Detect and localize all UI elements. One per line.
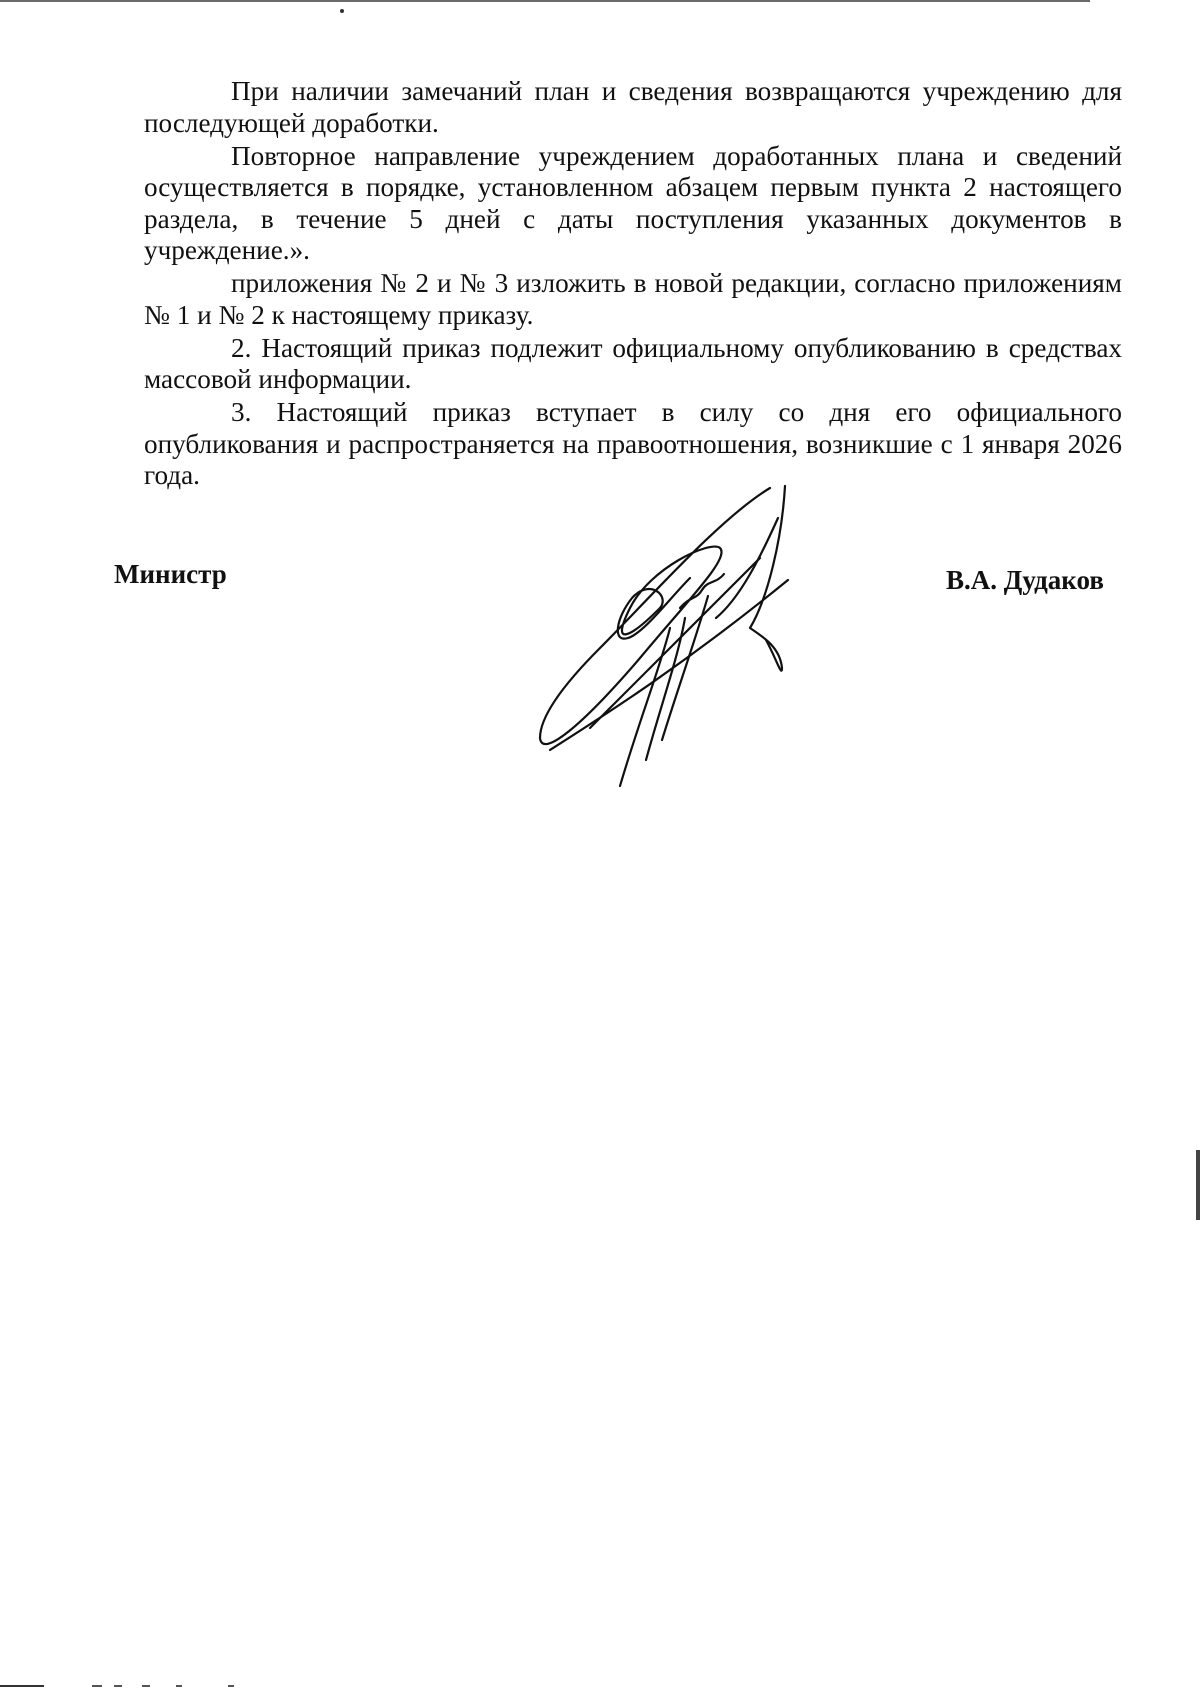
paragraph-resubmission: Повторное направление учреждением доработанных плана и сведений осуществляется в порядке, установленном абзацем первым пункта 2 настоящего раздела, в течение 5 дней с даты поступления указанных документов в учреждение.». (144, 140, 1122, 265)
scan-edge-mark (1196, 1150, 1200, 1220)
signature-strokes (540, 486, 788, 786)
paragraph-publication: 2. Настоящий приказ подлежит официальному опубликованию в средствах массовой информации. (144, 332, 1122, 394)
signatory-name: В.А. Дудаков (946, 565, 1104, 595)
scan-speck (340, 9, 344, 13)
scan-bottom-marks (0, 1684, 260, 1688)
paragraph-remarks: При наличии замечаний план и сведения возвращаются учреждению для последующей доработки. (144, 76, 1122, 138)
handwritten-signature (520, 478, 860, 798)
paragraph-effective-date: 3. Настоящий приказ вступает в силу со дня его официального опубликования и распространяется на правоотношения, возникшие с 1 января 2026 года. (144, 397, 1122, 490)
scan-top-border (0, 0, 1090, 2)
paragraph-appendices: приложения № 2 и № 3 изложить в новой редакции, согласно приложениям № 1 и № 2 к настоящему приказу. (144, 268, 1122, 330)
signatory-position: Министр (114, 559, 227, 589)
document-body (144, 76, 1122, 492)
